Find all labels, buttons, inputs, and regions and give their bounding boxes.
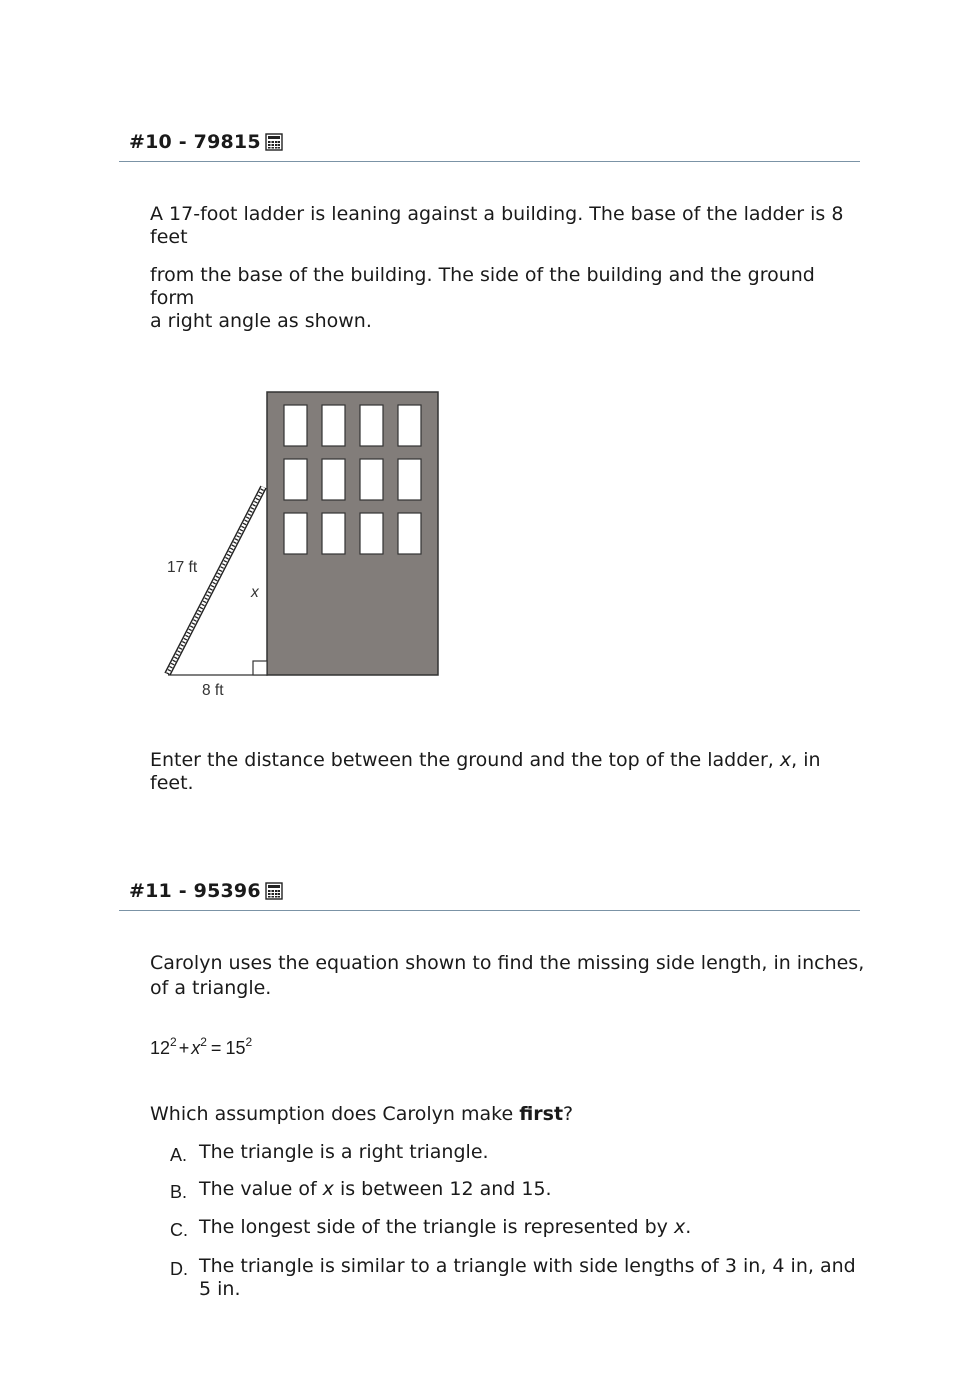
option-letter: C. bbox=[170, 1220, 188, 1240]
question-11-intro: Carolyn uses the equation shown to find the missing side length, in inches, of a triangle. bbox=[150, 952, 865, 999]
option-text bbox=[199, 1216, 859, 1239]
equation-term-a: 12 bbox=[150, 1038, 171, 1058]
height-label: x bbox=[251, 584, 259, 601]
option-text-a: The triangle is a right triangle. bbox=[199, 1141, 489, 1163]
question-10-header bbox=[119, 122, 860, 162]
question-10-text-1: A 17-foot ladder is leaning against a building. The base of the ladder is 8 feet bbox=[150, 203, 844, 248]
equation-equals: = bbox=[210, 1038, 222, 1058]
option-text-b: is between 12 and 15. bbox=[333, 1178, 552, 1200]
option-letter: A. bbox=[170, 1145, 188, 1165]
question-10-number: #10 - 79815 bbox=[129, 131, 261, 153]
question-11-number: #11 - 95396 bbox=[129, 880, 261, 902]
equation-term-c: 15 bbox=[225, 1038, 246, 1058]
ladder-building-figure bbox=[150, 380, 450, 710]
equation bbox=[150, 1035, 253, 1059]
option-variable: x bbox=[322, 1178, 334, 1200]
option-letter: B. bbox=[170, 1182, 188, 1202]
option-letter: D. bbox=[170, 1259, 188, 1279]
ladder bbox=[165, 486, 266, 675]
option-text-a: The triangle is similar to a triangle with side lengths of 3 in, 4 in, and 5 in. bbox=[199, 1255, 856, 1300]
question-10-text-2-line-2: a right angle as shown. bbox=[150, 310, 372, 332]
right-angle-marker bbox=[253, 661, 267, 675]
question-11-question-text-b: ? bbox=[563, 1103, 574, 1125]
question-11-title bbox=[129, 880, 283, 905]
question-10-title bbox=[129, 131, 283, 156]
question-11-emphasis: first bbox=[519, 1103, 564, 1125]
option-text-a: The value of bbox=[199, 1178, 323, 1200]
ladder-length-label: 17 ft bbox=[167, 559, 198, 576]
question-10-text-2 bbox=[150, 264, 865, 333]
question-10-prompt-text-a: Enter the distance between the ground and the top of the ladder, bbox=[150, 749, 780, 771]
calculator-icon[interactable] bbox=[265, 882, 283, 905]
question-11-question bbox=[150, 1103, 865, 1126]
question-10-prompt-variable: x bbox=[779, 749, 792, 771]
equation-plus: + bbox=[178, 1038, 190, 1058]
base-length-label: 8 ft bbox=[202, 682, 224, 699]
option-text bbox=[199, 1141, 859, 1164]
question-11-header bbox=[119, 871, 860, 911]
equation-variable: x bbox=[191, 1038, 201, 1058]
equation-exponent-c: 2 bbox=[245, 1035, 253, 1049]
question-10-prompt bbox=[150, 749, 865, 795]
option-text bbox=[199, 1255, 859, 1301]
equation-exponent-x: 2 bbox=[200, 1035, 207, 1049]
option-text-a: The longest side of the triangle is represented by bbox=[199, 1216, 674, 1238]
option-text-b: . bbox=[685, 1216, 692, 1238]
calculator-icon[interactable] bbox=[265, 133, 283, 156]
question-11-question-text-a: Which assumption does Carolyn make bbox=[150, 1103, 520, 1125]
question-10-text-2-line-1: from the base of the building. The side of the building and the ground form bbox=[150, 264, 815, 309]
equation-exponent-a: 2 bbox=[170, 1035, 177, 1049]
option-text bbox=[199, 1178, 859, 1201]
option-variable: x bbox=[673, 1216, 686, 1238]
question-10-prompt-text-b: , in feet. bbox=[150, 749, 821, 794]
